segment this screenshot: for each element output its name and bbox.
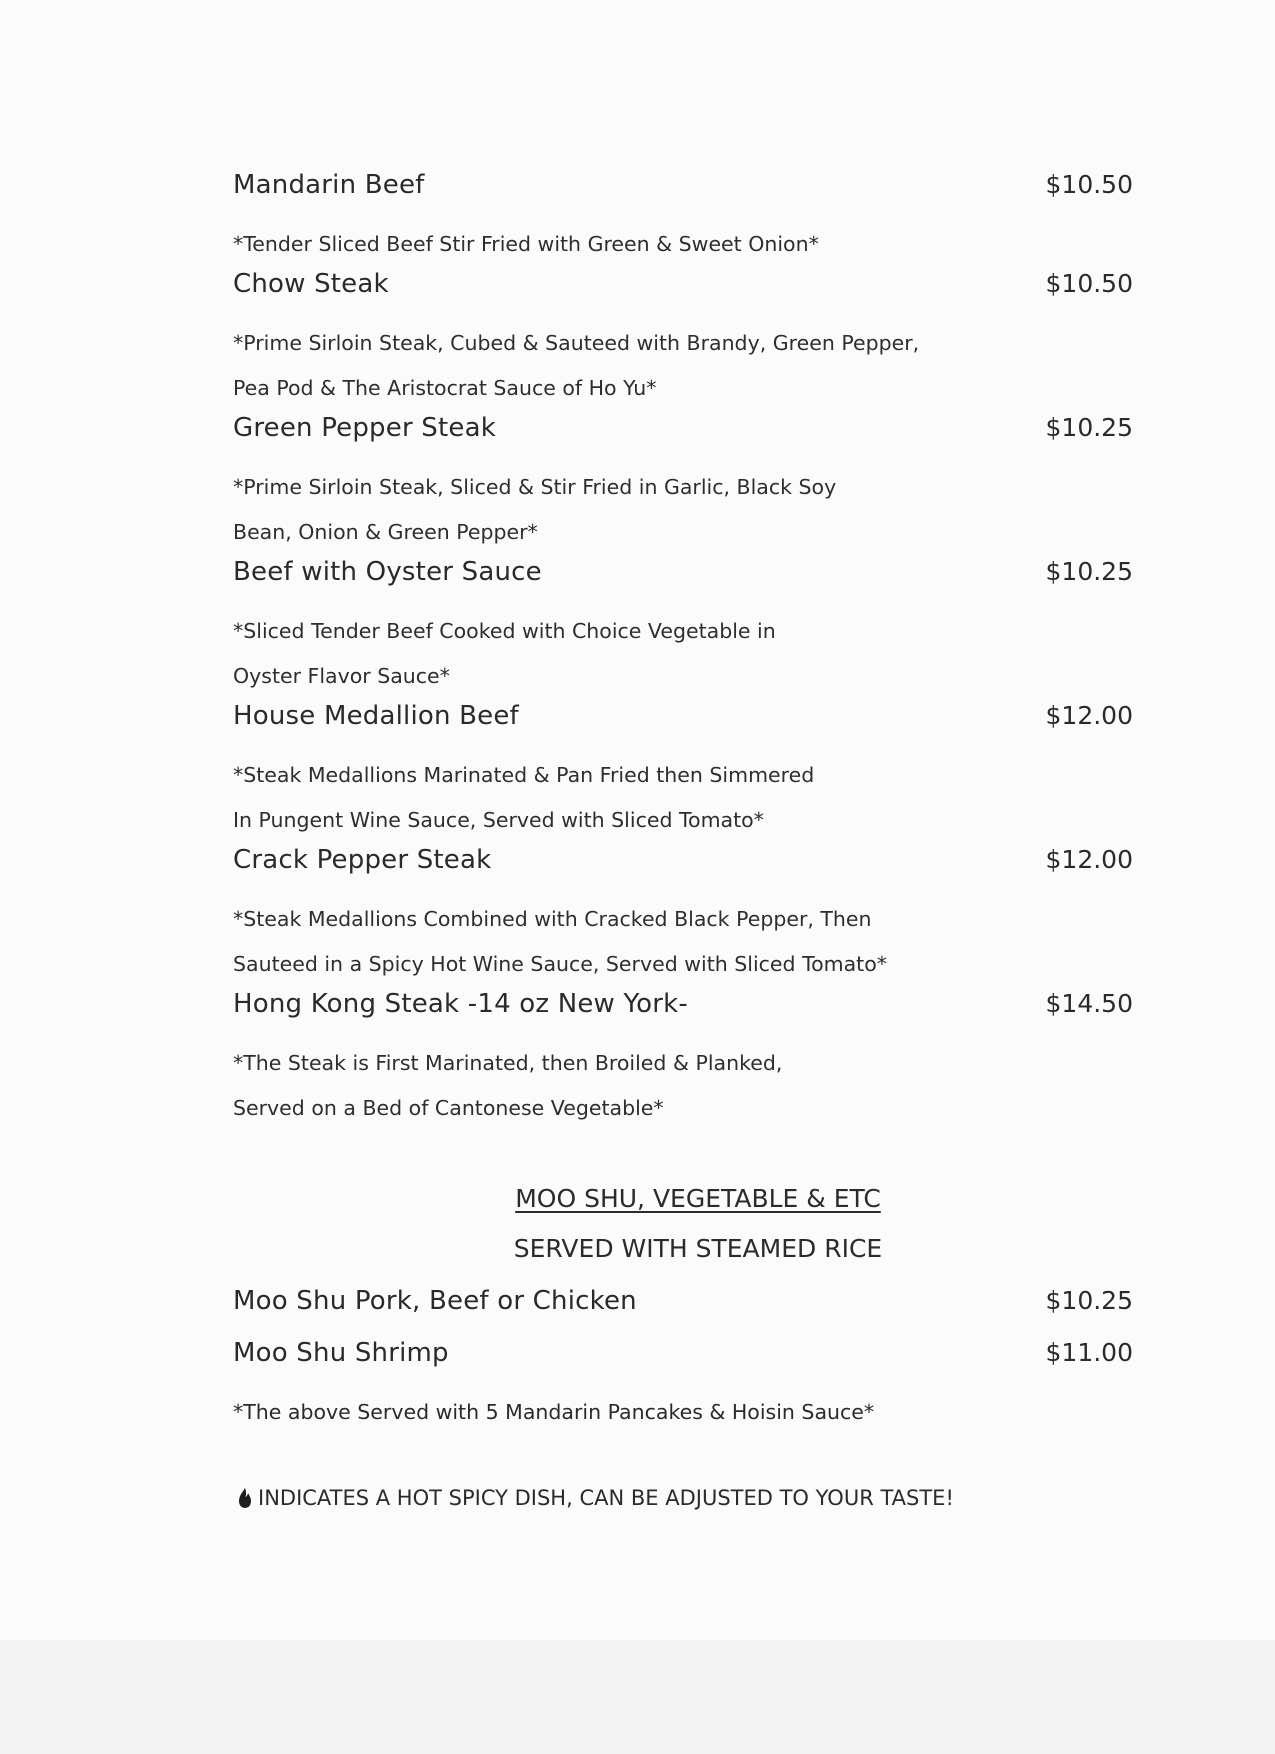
- menu-item: [233, 1338, 1133, 1390]
- item-name: Chow Steak: [233, 269, 389, 299]
- menu-item: [233, 989, 1133, 1131]
- menu-item: [233, 701, 1133, 843]
- menu-item: [233, 413, 1133, 555]
- menu-item: [233, 269, 1133, 411]
- item-price: $14.50: [1045, 989, 1133, 1018]
- item-description: *Prime Sirloin Steak, Cubed & Sauteed with Brandy, Green Pepper, Pea Pod & The Aristocrat Sauce of Ho Yu*: [233, 331, 920, 400]
- beef-menu-list: [233, 170, 1133, 1133]
- menu-item: [233, 1286, 1133, 1338]
- item-price: $10.50: [1045, 170, 1133, 199]
- scan-bottom-band: [0, 1640, 1275, 1754]
- spicy-legend-text: INDICATES A HOT SPICY DISH, CAN BE ADJUSTED TO YOUR TASTE!: [258, 1486, 954, 1510]
- item-description: *The Steak is First Marinated, then Broiled & Planked, Served on a Bed of Cantonese Vegetable*: [233, 1051, 783, 1120]
- item-price: $10.25: [1045, 413, 1133, 442]
- menu-item: [233, 845, 1133, 987]
- item-name: Crack Pepper Steak: [233, 845, 492, 875]
- item-price: $10.50: [1045, 269, 1133, 298]
- item-price: $12.00: [1045, 845, 1133, 874]
- item-price: $10.25: [1045, 1286, 1133, 1315]
- item-description: *Sliced Tender Beef Cooked with Choice Vegetable in Oyster Flavor Sauce*: [233, 619, 776, 688]
- item-name: Moo Shu Shrimp: [233, 1338, 449, 1368]
- item-price: $10.25: [1045, 557, 1133, 586]
- moo-shu-section: [233, 1184, 1133, 1435]
- item-name: Mandarin Beef: [233, 170, 425, 200]
- item-description: *Tender Sliced Beef Stir Fried with Green & Sweet Onion*: [233, 232, 819, 256]
- section-title: MOO SHU, VEGETABLE & ETC: [515, 1184, 881, 1213]
- item-description: *Steak Medallions Combined with Cracked Black Pepper, Then Sauteed in a Spicy Hot Wine Sauce, Served with Sliced Tomato*: [233, 907, 888, 976]
- item-description: *Steak Medallions Marinated & Pan Fried then Simmered In Pungent Wine Sauce, Served with Sliced Tomato*: [233, 763, 815, 832]
- item-price: $11.00: [1045, 1338, 1133, 1367]
- menu-item: [233, 170, 1133, 267]
- section-subtitle: SERVED WITH STEAMED RICE: [513, 1234, 883, 1263]
- item-name: Green Pepper Steak: [233, 413, 496, 443]
- item-name: House Medallion Beef: [233, 701, 519, 731]
- item-name: Hong Kong Steak -14 oz New York-: [233, 989, 688, 1019]
- item-price: $12.00: [1045, 701, 1133, 730]
- item-name: Beef with Oyster Sauce: [233, 557, 542, 587]
- menu-item: [233, 557, 1133, 699]
- item-description: *Prime Sirloin Steak, Sliced & Stir Fried in Garlic, Black Soy Bean, Onion & Green Pepper*: [233, 475, 837, 544]
- section-note: *The above Served with 5 Mandarin Pancakes & Hoisin Sauce*: [233, 1400, 875, 1424]
- item-name: Moo Shu Pork, Beef or Chicken: [233, 1286, 637, 1316]
- flame-icon: [236, 1487, 254, 1509]
- spicy-legend: [236, 1486, 954, 1510]
